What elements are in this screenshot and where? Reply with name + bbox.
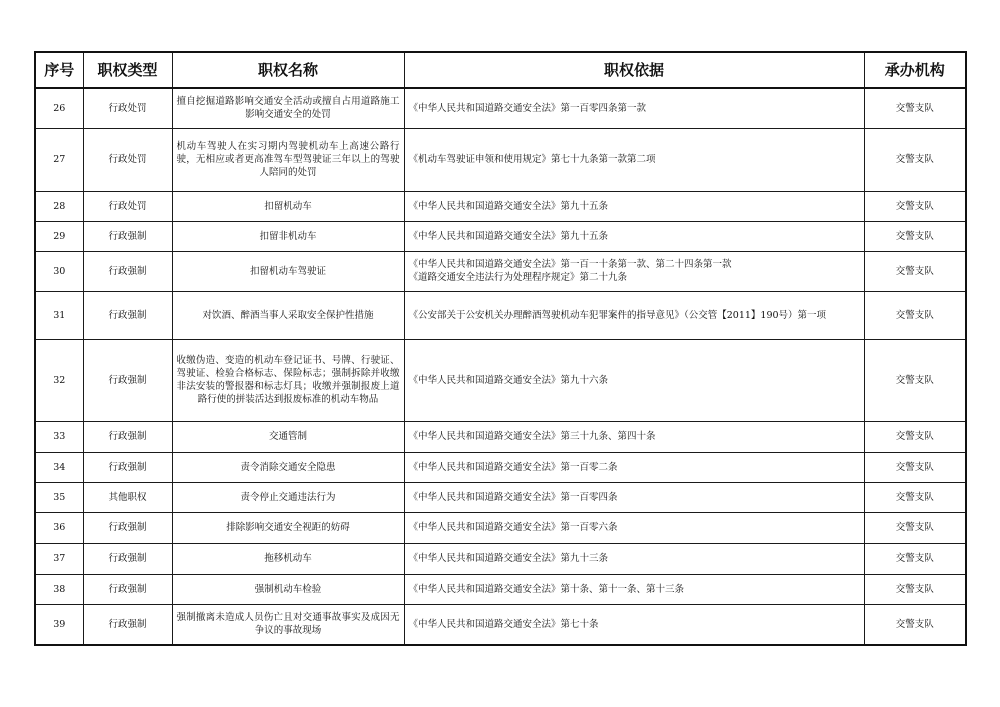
cell-seq: 36: [35, 512, 83, 543]
cell-name: 擅自挖掘道路影响交通安全活动或擅自占用道路施工影响交通安全的处罚: [172, 88, 404, 128]
cell-name: 对饮酒、醉酒当事人采取安全保护性措施: [172, 291, 404, 339]
basis-line: 《机动车驾驶证申领和使用规定》第七十九条第一款第二项: [408, 154, 656, 165]
cell-org: 交警支队: [864, 191, 966, 221]
cell-org: 交警支队: [864, 291, 966, 339]
cell-name: 拖移机动车: [172, 543, 404, 574]
cell-name: 收缴伪造、变造的机动车登记证书、号牌、行驶证、驾驶证、检验合格标志、保险标志；强制拆除并收缴非法安装的警报器和标志灯具；收缴并强制报废上道路行使的拼装活达到报废标准的机动车物品: [172, 339, 404, 421]
cell-seq: 28: [35, 191, 83, 221]
cell-org: 交警支队: [864, 88, 966, 128]
cell-seq: 35: [35, 482, 83, 512]
cell-type: 行政强制: [83, 604, 172, 645]
cell-name: 扣留机动车: [172, 191, 404, 221]
cell-name: 扣留非机动车: [172, 221, 404, 251]
cell-name: 强制撤离未造成人员伤亡且对交通事故事实及成因无争议的事故现场: [172, 604, 404, 645]
basis-line: 《中华人民共和国道路交通安全法》第九十三条: [408, 553, 609, 564]
basis-line: 《中华人民共和国道路交通安全法》第一百一十条第一款、第二十四条第一款: [408, 259, 732, 270]
basis-line: 《中华人民共和国道路交通安全法》第七十条: [408, 618, 599, 630]
authority-table: [34, 51, 967, 646]
cell-basis: [404, 251, 864, 291]
table-row: [35, 452, 966, 482]
table-row: [35, 88, 966, 128]
cell-org: 交警支队: [864, 421, 966, 452]
cell-org: 交警支队: [864, 482, 966, 512]
basis-line: 《中华人民共和国道路交通安全法》第十条、第十一条、第十三条: [408, 583, 685, 595]
cell-org: 交警支队: [864, 251, 966, 291]
table-row: [35, 251, 966, 291]
cell-type: 行政强制: [83, 512, 172, 543]
cell-type: 行政强制: [83, 574, 172, 604]
cell-type: 行政强制: [83, 543, 172, 574]
cell-basis: [404, 482, 864, 512]
header-seq: 序号: [35, 52, 83, 88]
cell-org: 交警支队: [864, 543, 966, 574]
cell-basis: [404, 421, 864, 452]
cell-name: 责令消除交通安全隐患: [172, 452, 404, 482]
cell-org: 交警支队: [864, 221, 966, 251]
table-row: [35, 128, 966, 191]
cell-basis: [404, 574, 864, 604]
cell-seq: 37: [35, 543, 83, 574]
cell-seq: 34: [35, 452, 83, 482]
cell-type: 行政强制: [83, 421, 172, 452]
cell-type: 行政强制: [83, 339, 172, 421]
cell-type: 行政强制: [83, 452, 172, 482]
cell-type: 行政强制: [83, 251, 172, 291]
cell-org: 交警支队: [864, 452, 966, 482]
cell-org: 交警支队: [864, 512, 966, 543]
cell-org: 交警支队: [864, 339, 966, 421]
table-row: [35, 339, 966, 421]
header-name: 职权名称: [172, 52, 404, 88]
cell-name: 交通管制: [172, 421, 404, 452]
cell-basis: [404, 88, 864, 128]
cell-basis: [404, 512, 864, 543]
cell-name: 机动车驾驶人在实习期内驾驶机动车上高速公路行驶，无相应或者更高准驾车型驾驶证三年以上的驾驶人陪同的处罚: [172, 128, 404, 191]
cell-basis: [404, 543, 864, 574]
table-row: [35, 604, 966, 645]
basis-line: 《中华人民共和国道路交通安全法》第一百零六条: [408, 522, 618, 533]
basis-line: 《道路交通安全违法行为处理程序规定》第二十九条: [408, 272, 628, 283]
header-basis: 职权依据: [404, 52, 864, 88]
cell-name: 强制机动车检验: [172, 574, 404, 604]
cell-basis: [404, 291, 864, 339]
cell-seq: 29: [35, 221, 83, 251]
cell-seq: 33: [35, 421, 83, 452]
header-org: 承办机构: [864, 52, 966, 88]
cell-seq: 26: [35, 88, 83, 128]
cell-type: 行政处罚: [83, 191, 172, 221]
cell-basis: [404, 452, 864, 482]
basis-line: 《中华人民共和国道路交通安全法》第九十五条: [408, 200, 609, 212]
basis-line: 《中华人民共和国道路交通安全法》第九十六条: [408, 374, 609, 386]
cell-basis: [404, 128, 864, 191]
cell-basis: [404, 339, 864, 421]
cell-type: 行政强制: [83, 221, 172, 251]
cell-seq: 31: [35, 291, 83, 339]
cell-name: 责令停止交通违法行为: [172, 482, 404, 512]
cell-basis: [404, 191, 864, 221]
cell-seq: 32: [35, 339, 83, 421]
table-row: [35, 543, 966, 574]
cell-name: 扣留机动车驾驶证: [172, 251, 404, 291]
cell-basis: [404, 221, 864, 251]
table-row: [35, 221, 966, 251]
table-row: [35, 291, 966, 339]
cell-org: 交警支队: [864, 574, 966, 604]
basis-line: 《中华人民共和国道路交通安全法》第一百零四条第一款: [408, 102, 647, 114]
cell-type: 行政处罚: [83, 128, 172, 191]
table-header: [35, 52, 966, 88]
cell-org: 交警支队: [864, 604, 966, 645]
cell-type: 行政强制: [83, 291, 172, 339]
cell-basis: [404, 604, 864, 645]
cell-seq: 30: [35, 251, 83, 291]
table-row: [35, 191, 966, 221]
cell-type: 其他职权: [83, 482, 172, 512]
table-row: [35, 512, 966, 543]
cell-seq: 27: [35, 128, 83, 191]
table-row: [35, 482, 966, 512]
header-type: 职权类型: [83, 52, 172, 88]
basis-line: 《公安部关于公安机关办理醉酒驾驶机动车犯罪案件的指导意见》（公交管【2011】190号）第一项: [408, 309, 827, 321]
table-row: [35, 421, 966, 452]
basis-line: 《中华人民共和国道路交通安全法》第三十九条、第四十条: [408, 431, 656, 442]
cell-org: 交警支队: [864, 128, 966, 191]
cell-type: 行政处罚: [83, 88, 172, 128]
table-body: [35, 88, 966, 645]
basis-line: 《中华人民共和国道路交通安全法》第一百零四条: [408, 491, 618, 503]
basis-line: 《中华人民共和国道路交通安全法》第九十五条: [408, 230, 609, 242]
table-row: [35, 574, 966, 604]
cell-seq: 38: [35, 574, 83, 604]
basis-line: 《中华人民共和国道路交通安全法》第一百零二条: [408, 461, 618, 473]
cell-seq: 39: [35, 604, 83, 645]
cell-name: 排除影响交通安全视距的妨碍: [172, 512, 404, 543]
